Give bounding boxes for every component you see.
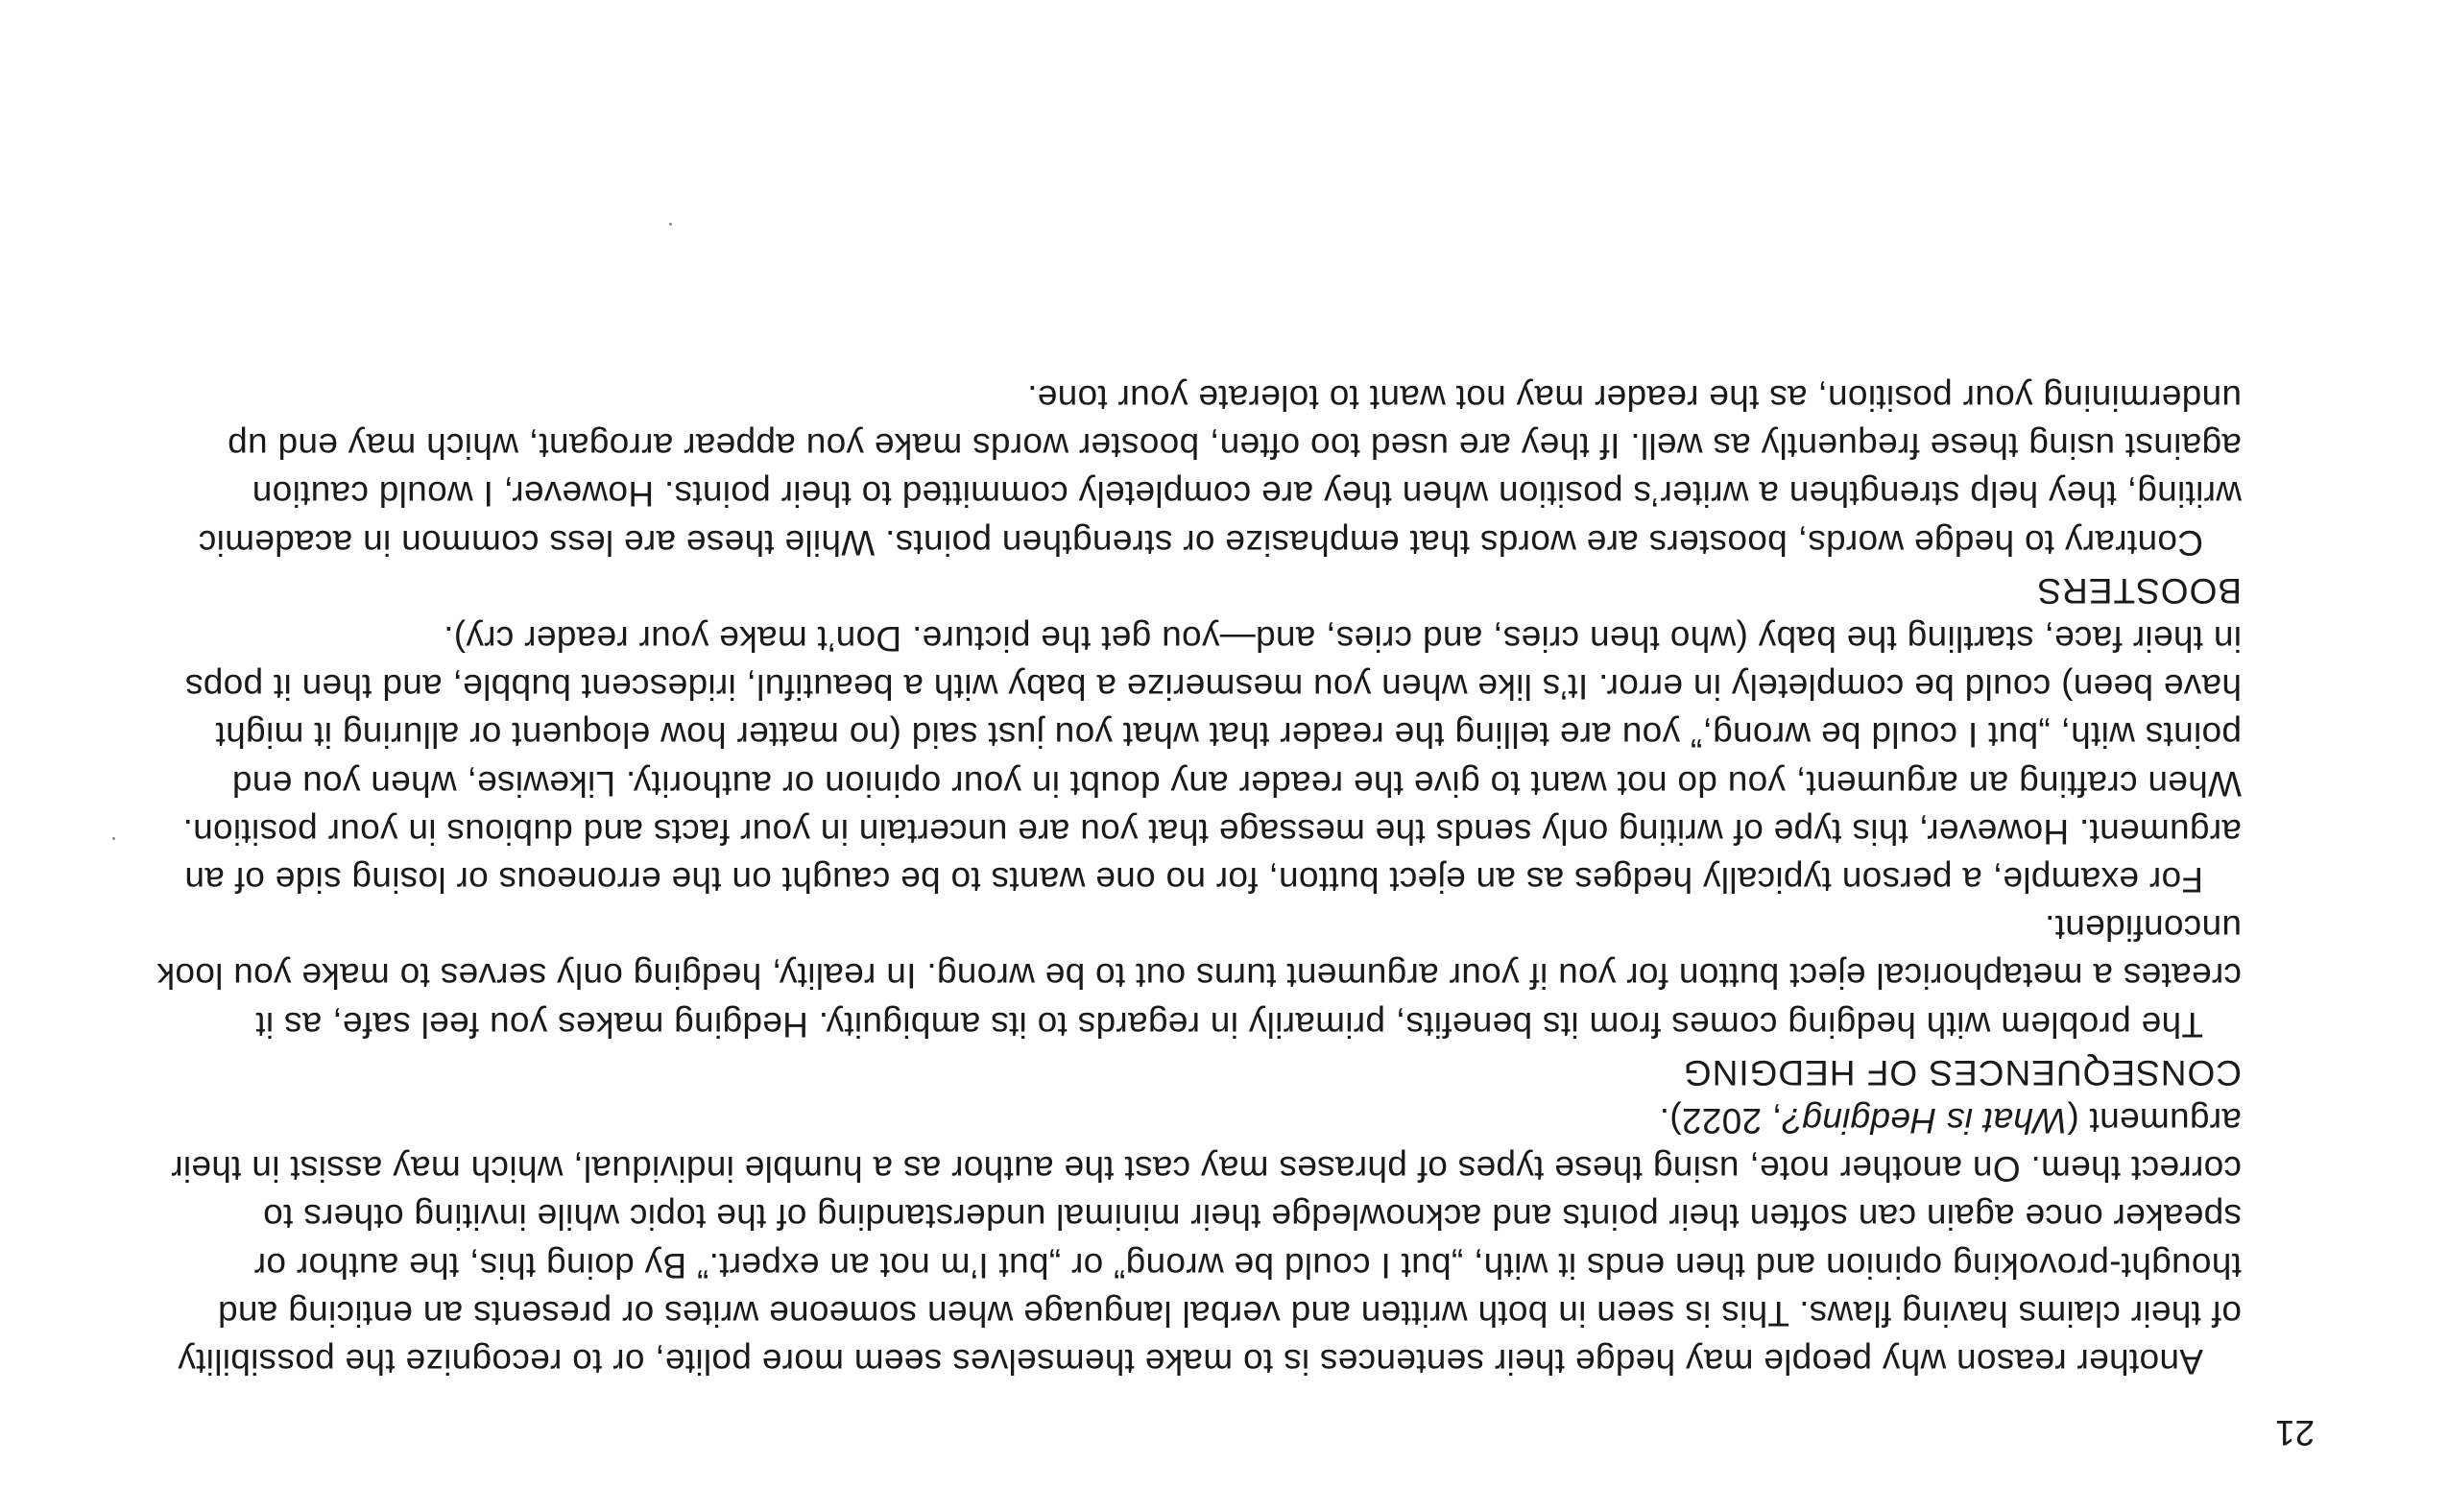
paragraph-example: For example, a person typically hedges as an eject button, for no one wants to be caught on the erroneous or losing side of an argument. However, this type of writing only sends the message that you are uncertain in your facts and dubious in your position. When crafting an argument, you do not want to give the reader any doubt in your opinion or authority. Likewise, when you end points with, „but I could be wrong,” you are telling the reader that what you just said (no matter how eloquent or alluring it might have been) could be completely in error. It’s like when you mesmerize a baby with a beautiful, iridescent bubble, and then it pops in their face, startling the baby (who then cries, and cries, and—you get the picture. Don’t make your reader cry). [182,618,2242,900]
paragraph-politeness [149,1096,2242,1385]
scan-speck [112,837,115,840]
citation-title: What is Hedging? [1782,1100,2068,1140]
section-heading-consequences: CONSEQUENCES OF HEDGING [1682,1052,2242,1092]
body-text [149,373,2242,1385]
citation-year: , 2022). [1659,1100,1783,1140]
section-heading-boosters: BOOSTERS [2036,570,2242,611]
paragraph-politeness-text: Another reason why people may hedge their sentences is to make themselves seem more polite, or to recognize the possibility of their claims having flaws. This is seen in both written and verbal language when someone writes or presents an enticing and thought-provoking opinion and then ends it with, „but I could be wrong” or „but I’m not an expert.” By doing this, the author or speaker once again can soften their points and acknowledge their minimal understanding of the topic while inviting others to correct them. On another note, using these types of phrases may cast the author as a humble individual, which may assist in their argument ( [170,1100,2242,1381]
page-number: 21 [2275,1413,2316,1452]
paragraph-problem: The problem with hedging comes from its benefits, primarily in regards to its ambiguity. Hedging makes you feel safe, as it creates a metaphorical eject button for you if your argument turns out to be wrong. In reality, hedging only serves to make you look unconfident. [156,908,2242,1044]
scan-speck [669,223,672,226]
paragraph-boosters: Contrary to hedge words, boosters are words that emphasize or strengthen points. While these are less common in academic writing, they help strengthen a writer’s position when they are completely committed to their points. However, I would caution against using these frequently as well. If they are used too often, booster words make you appear arrogant, which may end up undermining your position, as the reader may not want to tolerate your tone. [198,377,2242,563]
